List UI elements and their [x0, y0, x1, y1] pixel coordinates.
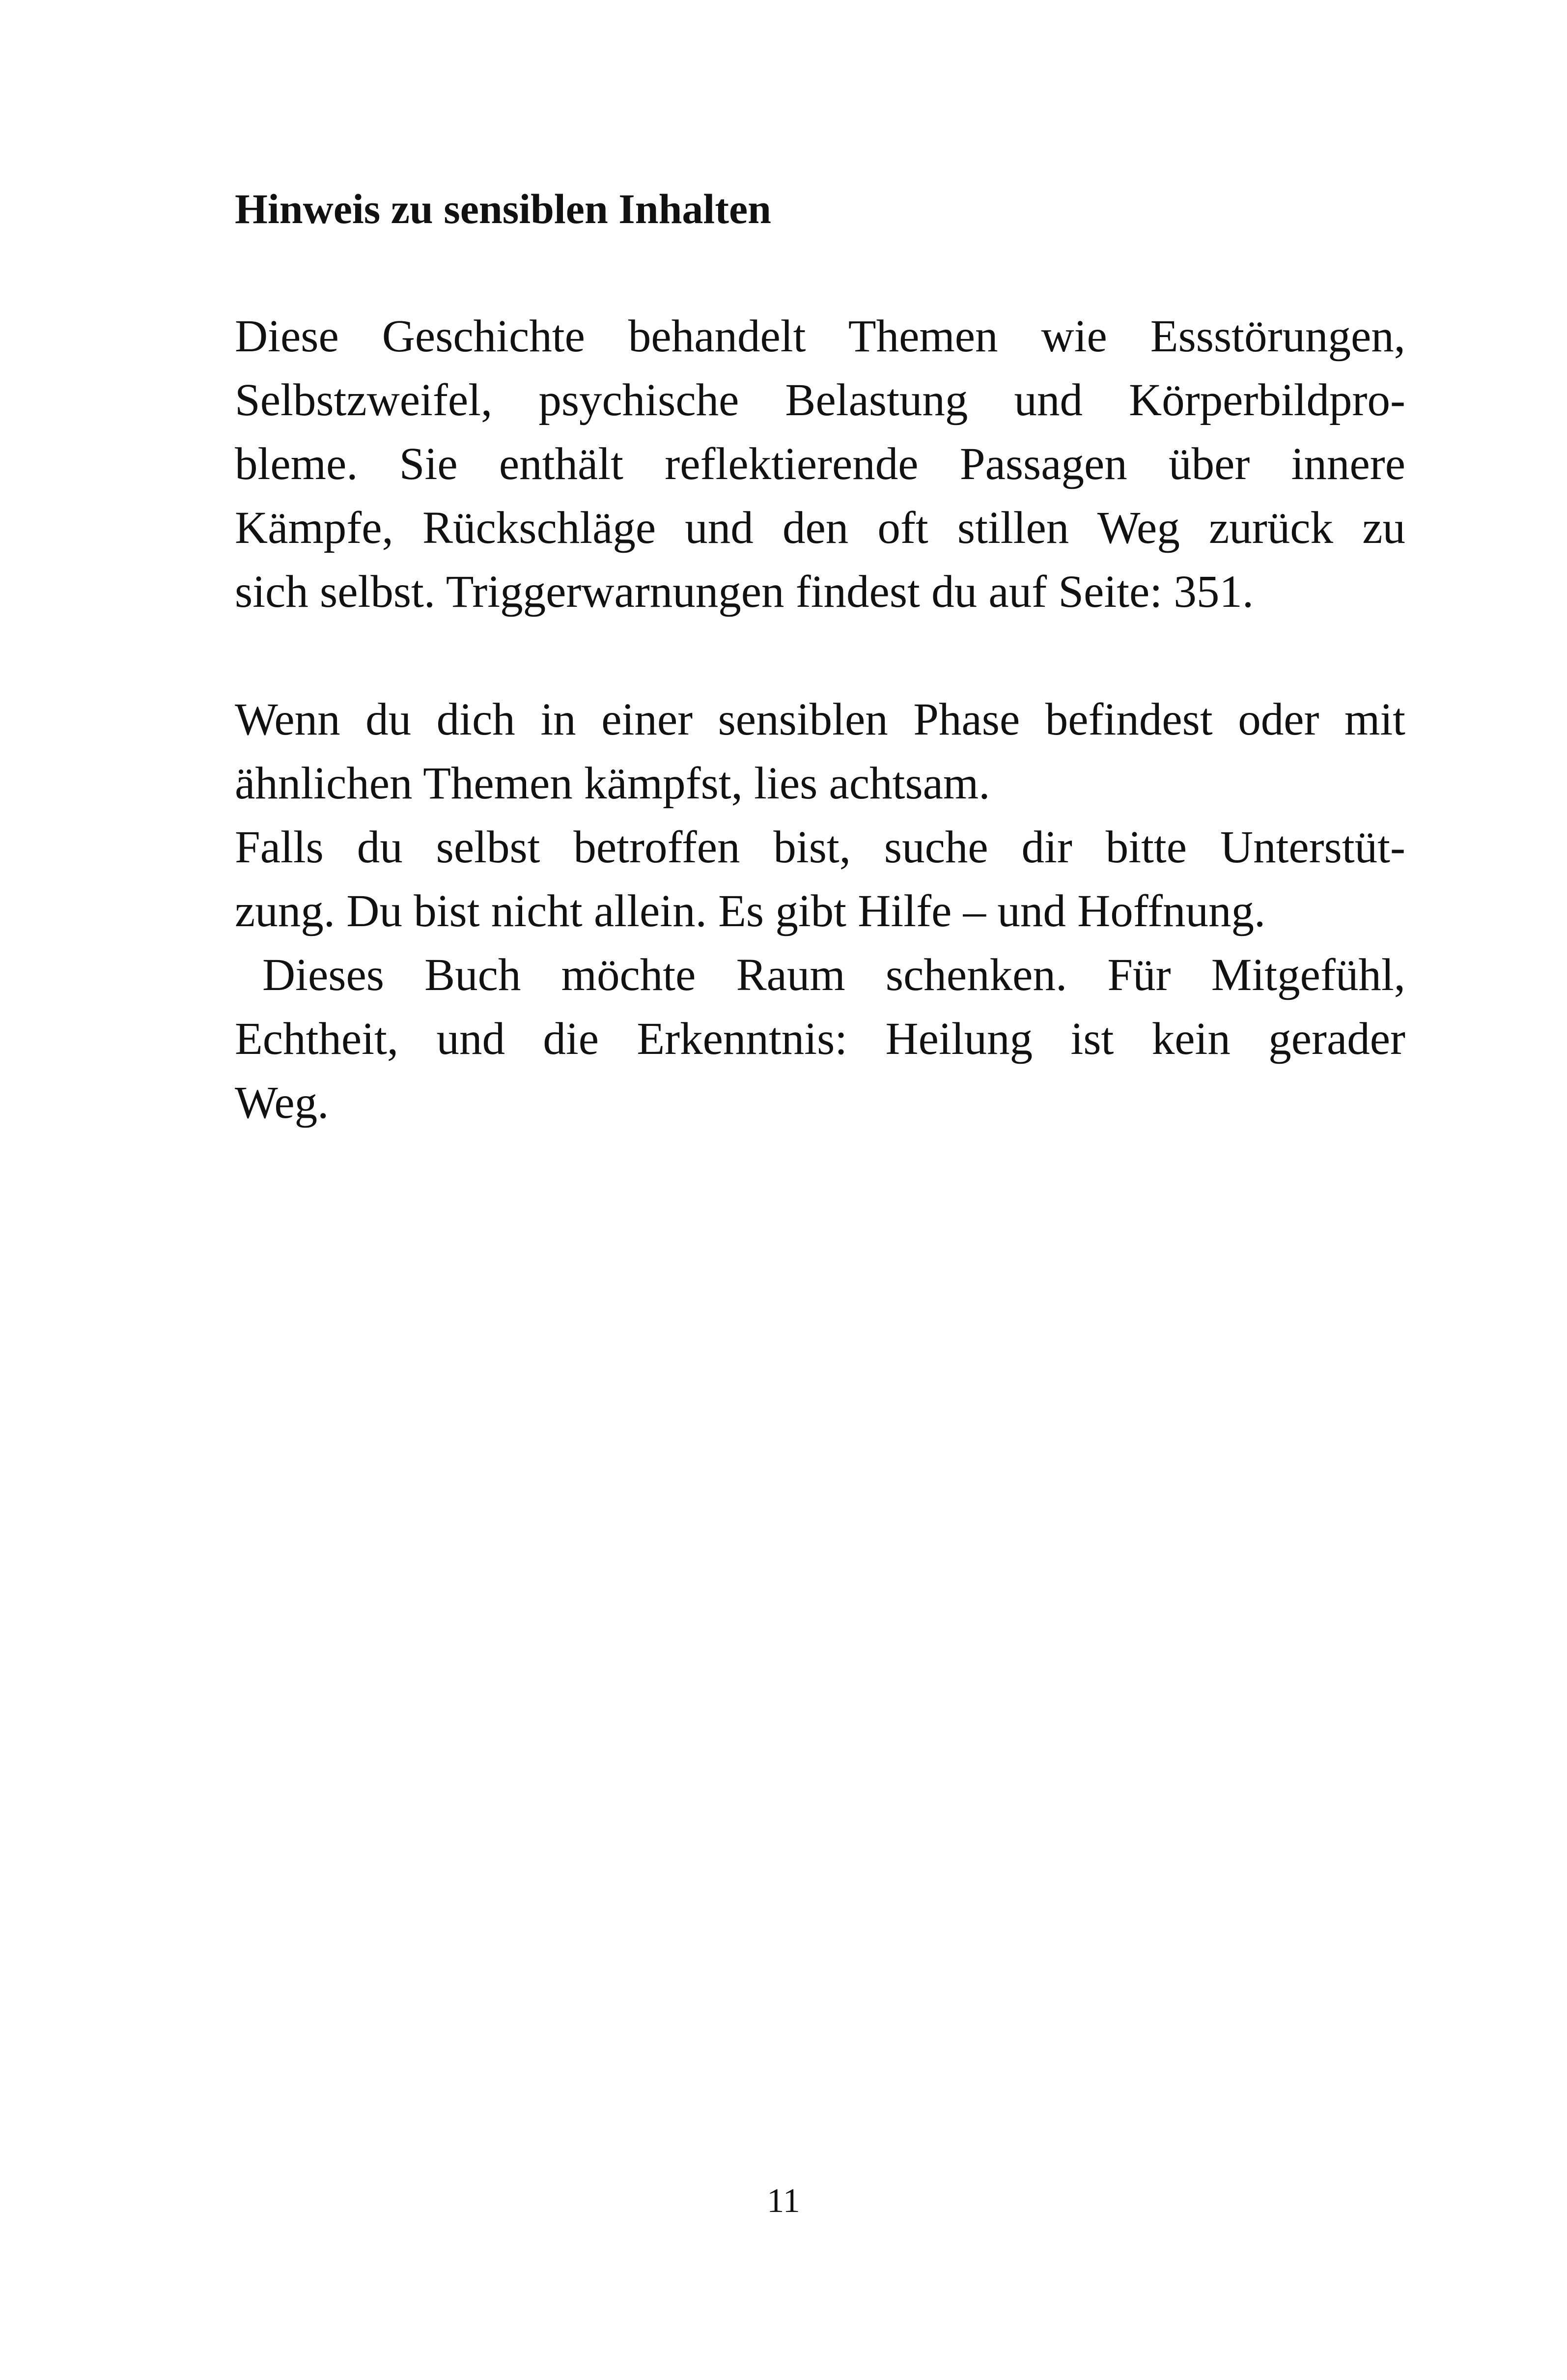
- text-line: Wenn du dich in einer sensiblen Phase befindest oder mit: [235, 694, 1405, 745]
- text-line: Dieses Buch möchte Raum schenken. Für Mitgefühl,: [262, 950, 1405, 1000]
- page-number: 11: [767, 2182, 800, 2220]
- text-line: Echtheit, und die Erkenntnis: Heilung ist kein gerader: [235, 1014, 1405, 1064]
- text-line: Kämpfe, Rückschläge und den oft stillen Weg zurück zu: [235, 503, 1405, 553]
- text-line: ähnlichen Themen kämpfst, lies achtsam.: [235, 758, 990, 809]
- text-line: zung. Du bist nicht allein. Es gibt Hilfe – und Hoffnung.: [235, 886, 1266, 936]
- paragraph-read-carefully: [235, 688, 1405, 816]
- text-line: sich selbst. Triggerwarnungen findest du auf Seite: 351.: [235, 567, 1254, 617]
- page-title: Hinweis zu sensiblen Inhalten: [235, 185, 771, 232]
- text-line: Falls du selbst betroffen bist, suche dir bitte Unterstüt-: [235, 822, 1405, 873]
- paragraph-gap: [235, 624, 1405, 688]
- paragraph-content-warning: [235, 305, 1405, 624]
- text-line: Diese Geschichte behandelt Themen wie Essstörungen,: [235, 311, 1405, 362]
- paragraph-seek-support: [235, 816, 1405, 943]
- text-line: Selbstzweifel, psychische Belastung und Körperbildpro-: [235, 375, 1405, 425]
- paragraph-book-intent: [235, 943, 1405, 1135]
- text-line: bleme. Sie enthält reflektierende Passagen über innere: [235, 439, 1405, 489]
- text-line: Weg.: [235, 1077, 329, 1128]
- page-content: [235, 177, 1405, 1135]
